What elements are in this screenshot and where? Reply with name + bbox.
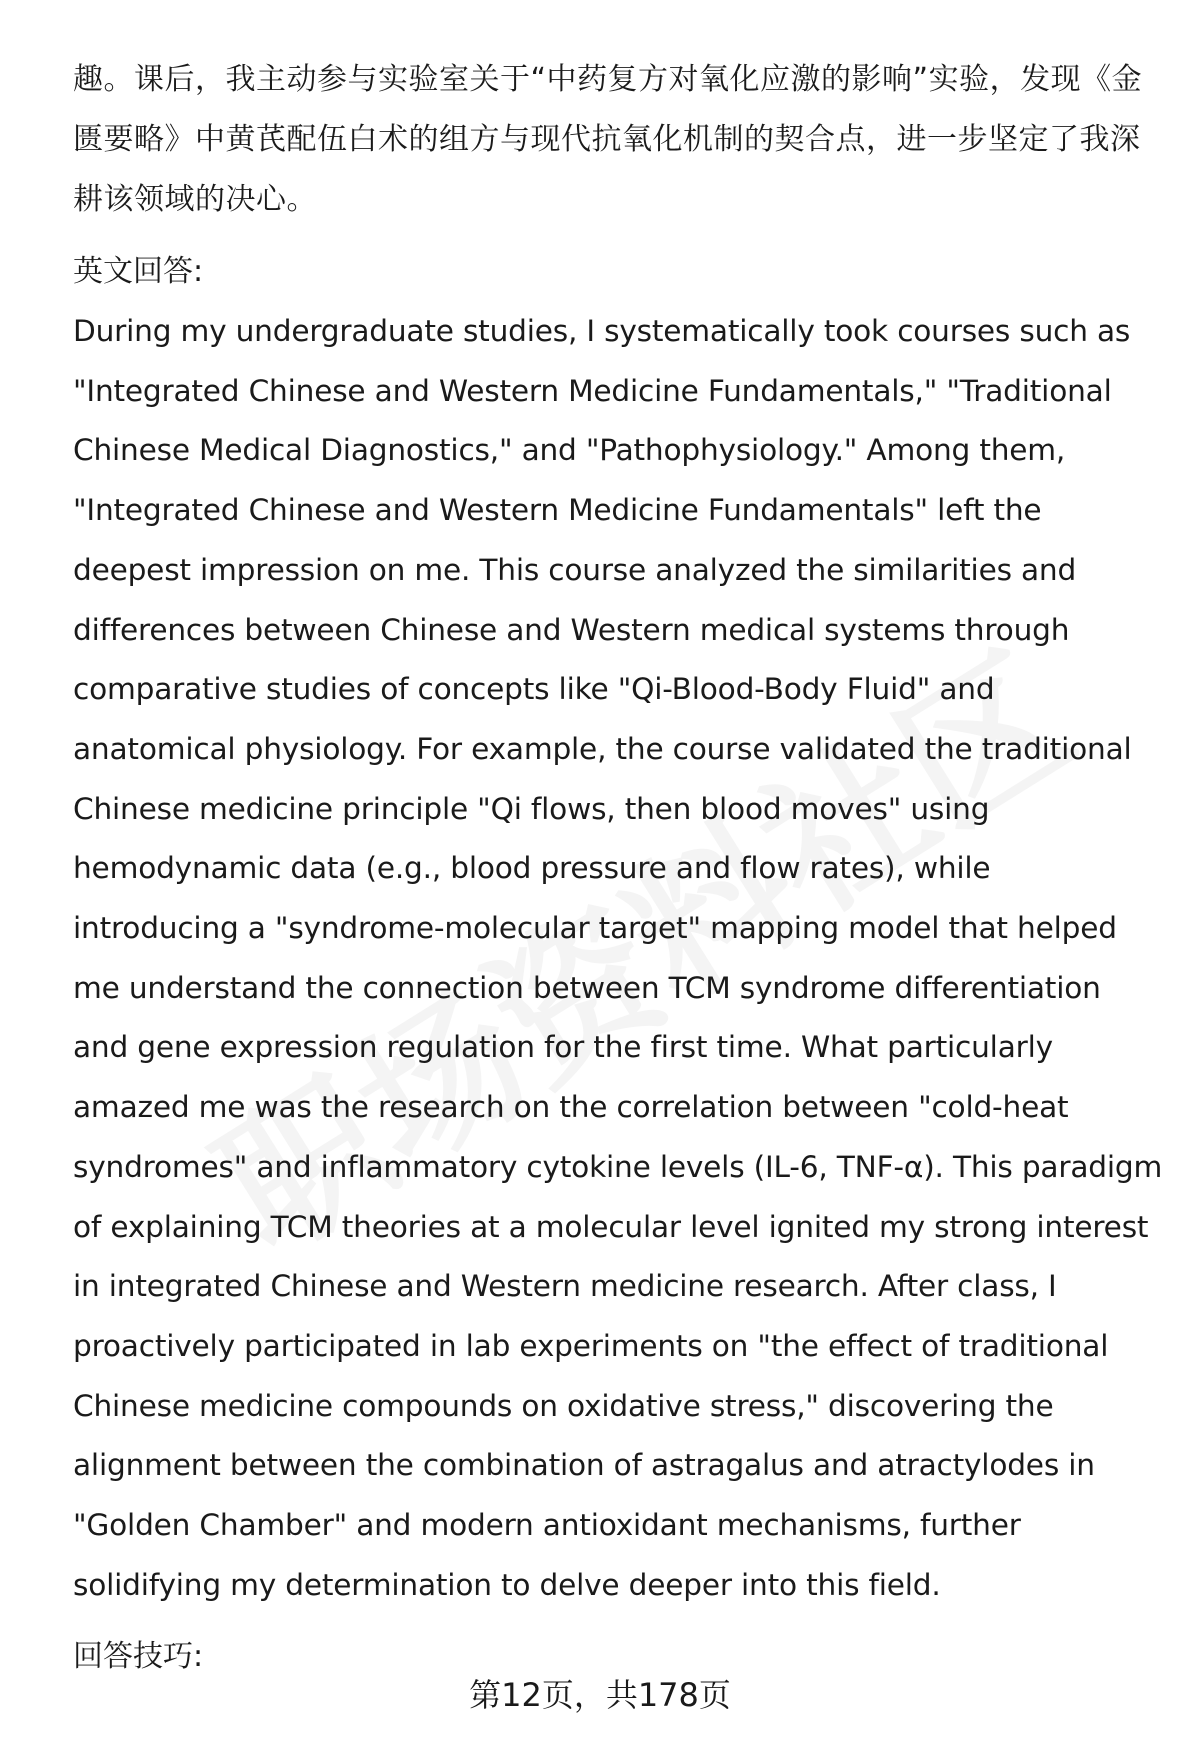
chinese-paragraph: 趣。课后，我主动参与实验室关于“中药复方对氧化应激的影响”实验，发现《金匮要略》中黄芪配伍白术的组方与现代抗氧化机制的契合点，进一步坚定了我深耕该领域的决心。: [73, 62, 1143, 217]
english-answer-heading: 英文回答:: [73, 254, 204, 289]
answer-tips-heading: 回答技巧:: [73, 1639, 204, 1675]
document-body: [73, 50, 1163, 1687]
page-number-footer: 第12页，共178页: [469, 1676, 731, 1714]
english-answer-paragraph: During my undergraduate studies, I systematically took courses such as "Integrated Chinese and Western Medicine Fundamentals," "Traditional Chinese Medical Diagnostics," and "Pathophysiology." Among them, "Integrated Chinese and Western Medicine Fundamentals" left the deepest impression on me. This course analyzed the similarities and differences between Chinese and Western medical systems through comparative studies of concepts like "Qi-Blood-Body Fluid" and anatomical physiology. For example, the course validated the traditional Chinese medicine principle "Qi flows, then blood moves" using hemodynamic data (e.g., blood pressure and flow rates), while introducing a "syndrome-molecular target" mapping model that helped me understand the connection between TCM syndrome differentiation and gene expression regulation for the first time. What particularly amazed me was the research on the correlation between "cold-heat syndromes" and inflammatory cytokine levels (IL-6, TNF-α). This paradigm of explaining TCM theories at a molecular level ignited my strong interest in integrated Chinese and Western medicine research. After class, I proactively participated in lab experiments on "the effect of traditional Chinese medicine compounds on oxidative stress," discovering the alignment between the combination of astragalus and atractylodes in "Golden Chamber" and modern antioxidant mechanisms, further solidifying my determination to delve deeper into this field.: [73, 314, 1163, 1602]
